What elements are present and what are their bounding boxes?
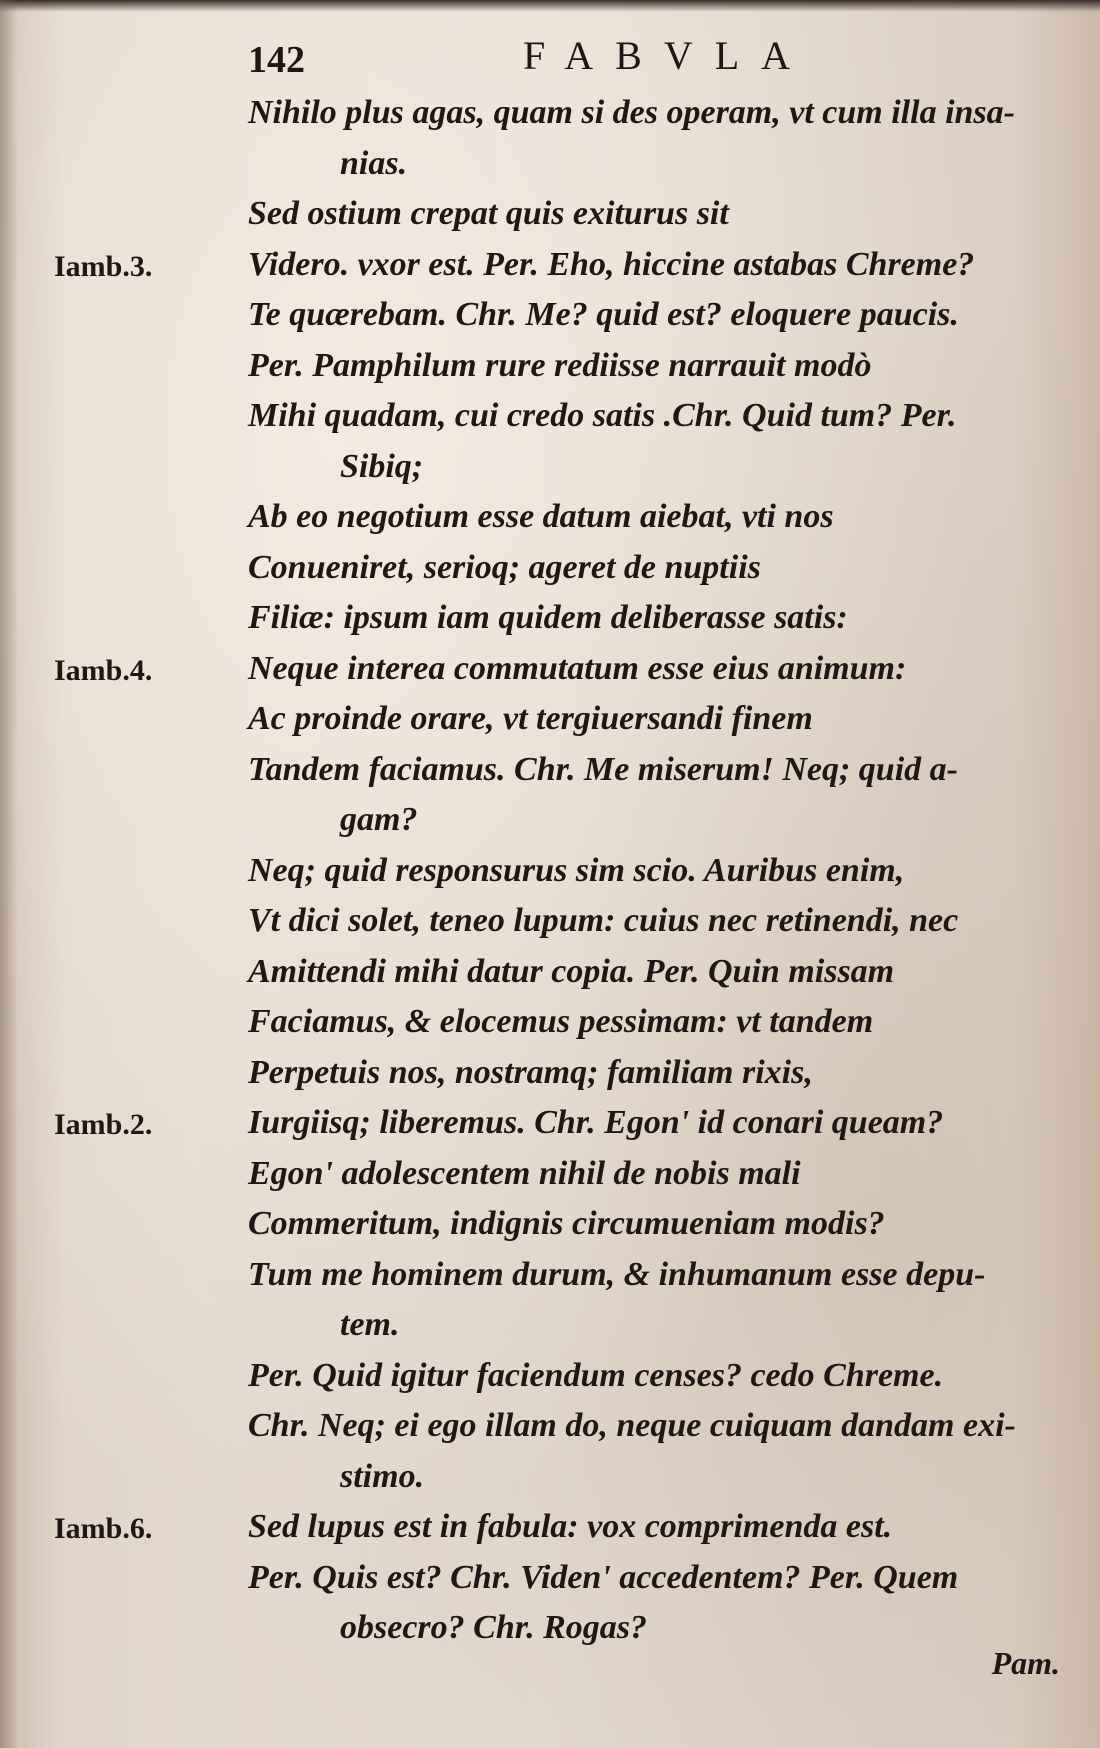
text-line	[0, 797, 1100, 848]
text-line	[0, 1252, 1100, 1303]
text-line	[0, 292, 1100, 343]
line-text: Conueniret, serioq; ageret de nuptiis	[248, 548, 761, 586]
text-line	[0, 999, 1100, 1050]
line-text: Perpetuis nos, nostramq; familiam rixis,	[248, 1053, 813, 1091]
line-text: Filiæ: ipsum iam quidem deliberasse satis:	[248, 599, 848, 636]
text-line	[0, 848, 1100, 899]
line-text: Per. Pamphilum rure rediisse narrauit modò	[248, 346, 872, 384]
text-line	[0, 393, 1100, 444]
text-line	[0, 949, 1100, 1000]
line-text: Iurgiisq; liberemus. Chr. Egon' id conari queam?	[248, 1104, 944, 1141]
text-line	[0, 141, 1100, 192]
line-text: Sed ostium crepat quis exiturus sit	[248, 195, 729, 232]
text-line	[0, 1151, 1100, 1202]
line-text: Nihilo plus agas, quam si des operam, vt cum illa insa-	[248, 94, 1015, 131]
text-line	[0, 1302, 1100, 1353]
page-edge-shadow	[0, 0, 1100, 12]
line-text: nias.	[340, 144, 408, 182]
catchword: Pam.	[991, 1645, 1060, 1681]
line-text: stimo.	[340, 1457, 425, 1495]
text-line	[0, 242, 1100, 293]
line-text: Vt dici solet, teneo lupum: cuius nec retinendi, nec	[248, 902, 959, 939]
text-line	[0, 1454, 1100, 1505]
text-line	[0, 444, 1100, 495]
text-line	[0, 595, 1100, 646]
line-text: Tandem faciamus. Chr. Me miserum! Neq; quid a-	[248, 750, 958, 788]
margin-note: Iamb.2.	[54, 1108, 153, 1141]
line-text: gam?	[340, 801, 418, 838]
page-header	[248, 32, 1068, 82]
text-line	[0, 1100, 1100, 1151]
line-text: Ac proinde orare, vt tergiuersandi finem	[248, 700, 813, 737]
line-text: Mihi quadam, cui credo satis .Chr. Quid tum? Per.	[248, 397, 957, 434]
line-text: Faciamus, & elocemus pessimam: vt tandem	[248, 1003, 874, 1040]
line-text: Neque interea commutatum esse eius animum:	[248, 649, 907, 687]
line-text: Sibiq;	[340, 447, 424, 485]
line-text: Sed lupus est in fabula: vox comprimenda est.	[248, 1508, 893, 1545]
line-text: Ab eo negotium esse datum aiebat, vti nos	[248, 498, 834, 535]
text-line	[0, 646, 1100, 697]
line-text: Chr. Neq; ei ego illam do, neque cuiquam dandam exi-	[248, 1407, 1016, 1444]
line-text: Tum me hominem durum, & inhumanum esse depu-	[248, 1255, 986, 1293]
text-line	[0, 1555, 1100, 1606]
text-line	[0, 747, 1100, 798]
text-line	[0, 343, 1100, 394]
margin-note: Iamb.4.	[54, 653, 153, 687]
text-line	[0, 1201, 1100, 1252]
margin-note: Iamb.3.	[54, 249, 153, 283]
line-text: Commeritum, indignis circumueniam modis?	[248, 1205, 885, 1242]
page-number: 142	[248, 39, 305, 81]
line-text: Per. Quis est? Chr. Viden' accedentem? Per. Quem	[248, 1558, 959, 1596]
line-text: obsecro? Chr. Rogas?	[340, 1609, 647, 1646]
text-line	[0, 494, 1100, 545]
text-line	[0, 1403, 1100, 1454]
text-line	[0, 90, 1100, 141]
line-text: Egon' adolescentem nihil de nobis mali	[248, 1154, 801, 1192]
text-line	[0, 545, 1100, 596]
verse-text-block	[0, 90, 1100, 1656]
text-line	[0, 696, 1100, 747]
line-text: Videro. vxor est. Per. Eho, hiccine astabas Chreme?	[248, 245, 975, 283]
margin-note: Iamb.6.	[54, 1512, 153, 1545]
line-text: Te quærebam. Chr. Me? quid est? eloquere paucis.	[248, 296, 959, 333]
text-line	[0, 898, 1100, 949]
text-line	[0, 1353, 1100, 1404]
line-text: tem.	[340, 1306, 400, 1343]
text-line	[0, 191, 1100, 242]
text-line	[0, 1504, 1100, 1555]
running-title: FABVLA	[523, 33, 813, 78]
line-text: Neq; quid responsurus sim scio. Auribus enim,	[248, 851, 905, 889]
line-text: Per. Quid igitur faciendum censes? cedo Chreme.	[248, 1356, 944, 1394]
text-line	[0, 1605, 1100, 1656]
line-text: Amittendi mihi datur copia. Per. Quin missam	[248, 952, 895, 990]
text-line	[0, 1050, 1100, 1101]
